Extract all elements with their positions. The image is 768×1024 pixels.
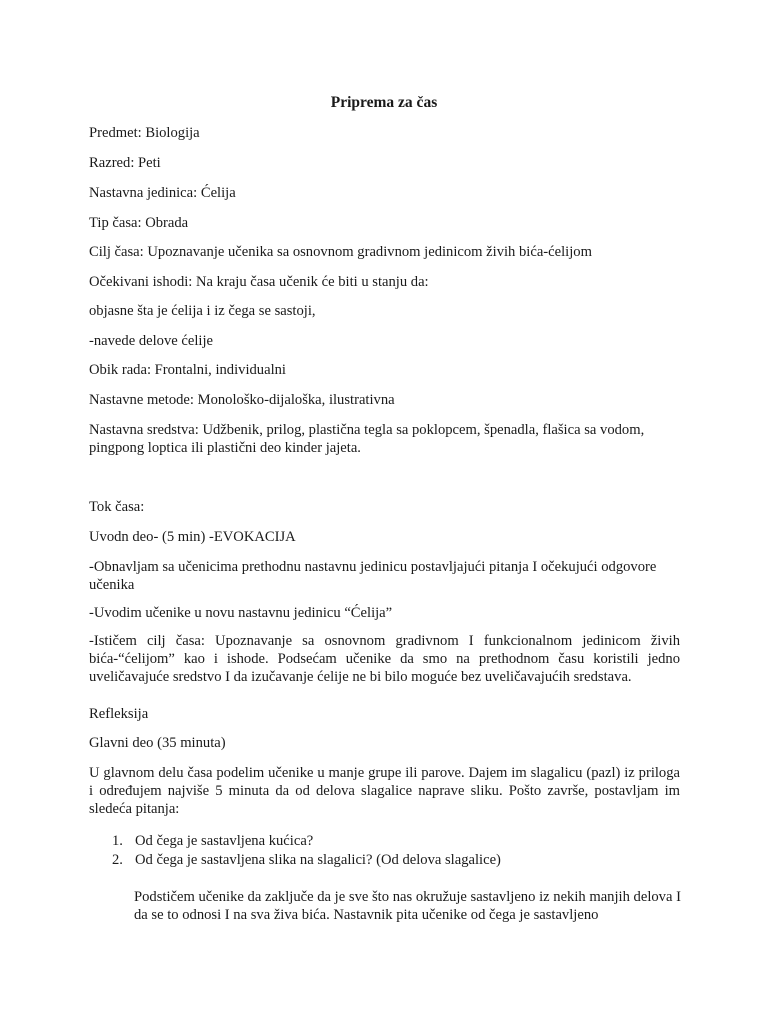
main-part-heading: Glavni deo (35 minuta) bbox=[89, 735, 226, 751]
question-number: 1. bbox=[112, 833, 123, 849]
question-number: 2. bbox=[112, 852, 123, 868]
unit-line: Nastavna jedinica: Ćelija bbox=[89, 185, 236, 201]
teaching-aids-paragraph: Nastavna sredstva: Udžbenik, prilog, plastična tegla sa poklopcem, špenadla, flašica sa vodom, pingpong loptica ili plastični deo kinder jajeta. bbox=[89, 422, 645, 456]
lesson-flow-heading: Tok časa: bbox=[89, 499, 145, 515]
question-text: Od čega je sastavljena kućica? bbox=[135, 833, 314, 849]
outcome-item-1: objasne šta je ćelija i iz čega se sastoji, bbox=[89, 303, 316, 319]
outcomes-line: Očekivani ishodi: Na kraju časa učenik će biti u stanju da: bbox=[89, 274, 429, 290]
lesson-type-line: Tip časa: Obrada bbox=[89, 215, 189, 231]
work-form-line: Obik rada: Frontalni, individualni bbox=[89, 362, 286, 378]
reflection-heading: Refleksija bbox=[89, 706, 149, 722]
page-title: Priprema za čas bbox=[330, 94, 438, 111]
review-paragraph: -Obnavljam sa učenicima prethodnu nastavnu jedinicu postavljajući pitanja I očekujući odgovore učenika bbox=[89, 559, 657, 593]
question-item-1 bbox=[112, 832, 682, 850]
question-item-2 bbox=[112, 851, 682, 869]
encourage-paragraph: Podstičem učenike da zaključe da je sve što nas okružuje sastavljeno iz nekih manjih delova I da se to odnosi I na sva živa bića. Nastavnik pita učenike od čega je sastavljeno bbox=[134, 889, 681, 923]
lesson-goal-line: Cilj časa: Upoznavanje učenika sa osnovnom gradivnom jedinicom živih bića-ćelijom bbox=[89, 244, 592, 260]
subject-line: Predmet: Biologija bbox=[89, 125, 200, 141]
question-text: Od čega je sastavljena slika na slagalici? (Od delova slagalice) bbox=[135, 852, 501, 868]
main-part-paragraph: U glavnom delu časa podelim učenike u manje grupe ili parove. Dajem im slagalicu (pazl) iz priloga i određujem najviše 5 minuta da od delova slagalice naprave sliku. Pošto završe, postavljam im sledeća pitanja: bbox=[89, 765, 680, 817]
intro-heading: Uvodn deo- (5 min) -EVOKACIJA bbox=[89, 529, 296, 545]
outcome-item-2: -navede delove ćelije bbox=[89, 333, 213, 349]
grade-line: Razred: Peti bbox=[89, 155, 161, 171]
goal-emphasis-paragraph: -Ističem cilj časa: Upoznavanje sa osnovnom gradivnom I funkcionalnom jedinicom živih bića-“ćelijom” kao i ishode. Podsećam učenike da smo na prethodnom času koristili jedno uveličavajuće sredstvo I da izučavanje ćelije ne bi bilo moguće bez uveličavajućih sredstava. bbox=[89, 633, 680, 685]
methods-line: Nastavne metode: Monološko-dijaloška, ilustrativna bbox=[89, 392, 395, 408]
introduce-paragraph: -Uvodim učenike u novu nastavnu jedinicu “Ćelija” bbox=[89, 605, 393, 621]
